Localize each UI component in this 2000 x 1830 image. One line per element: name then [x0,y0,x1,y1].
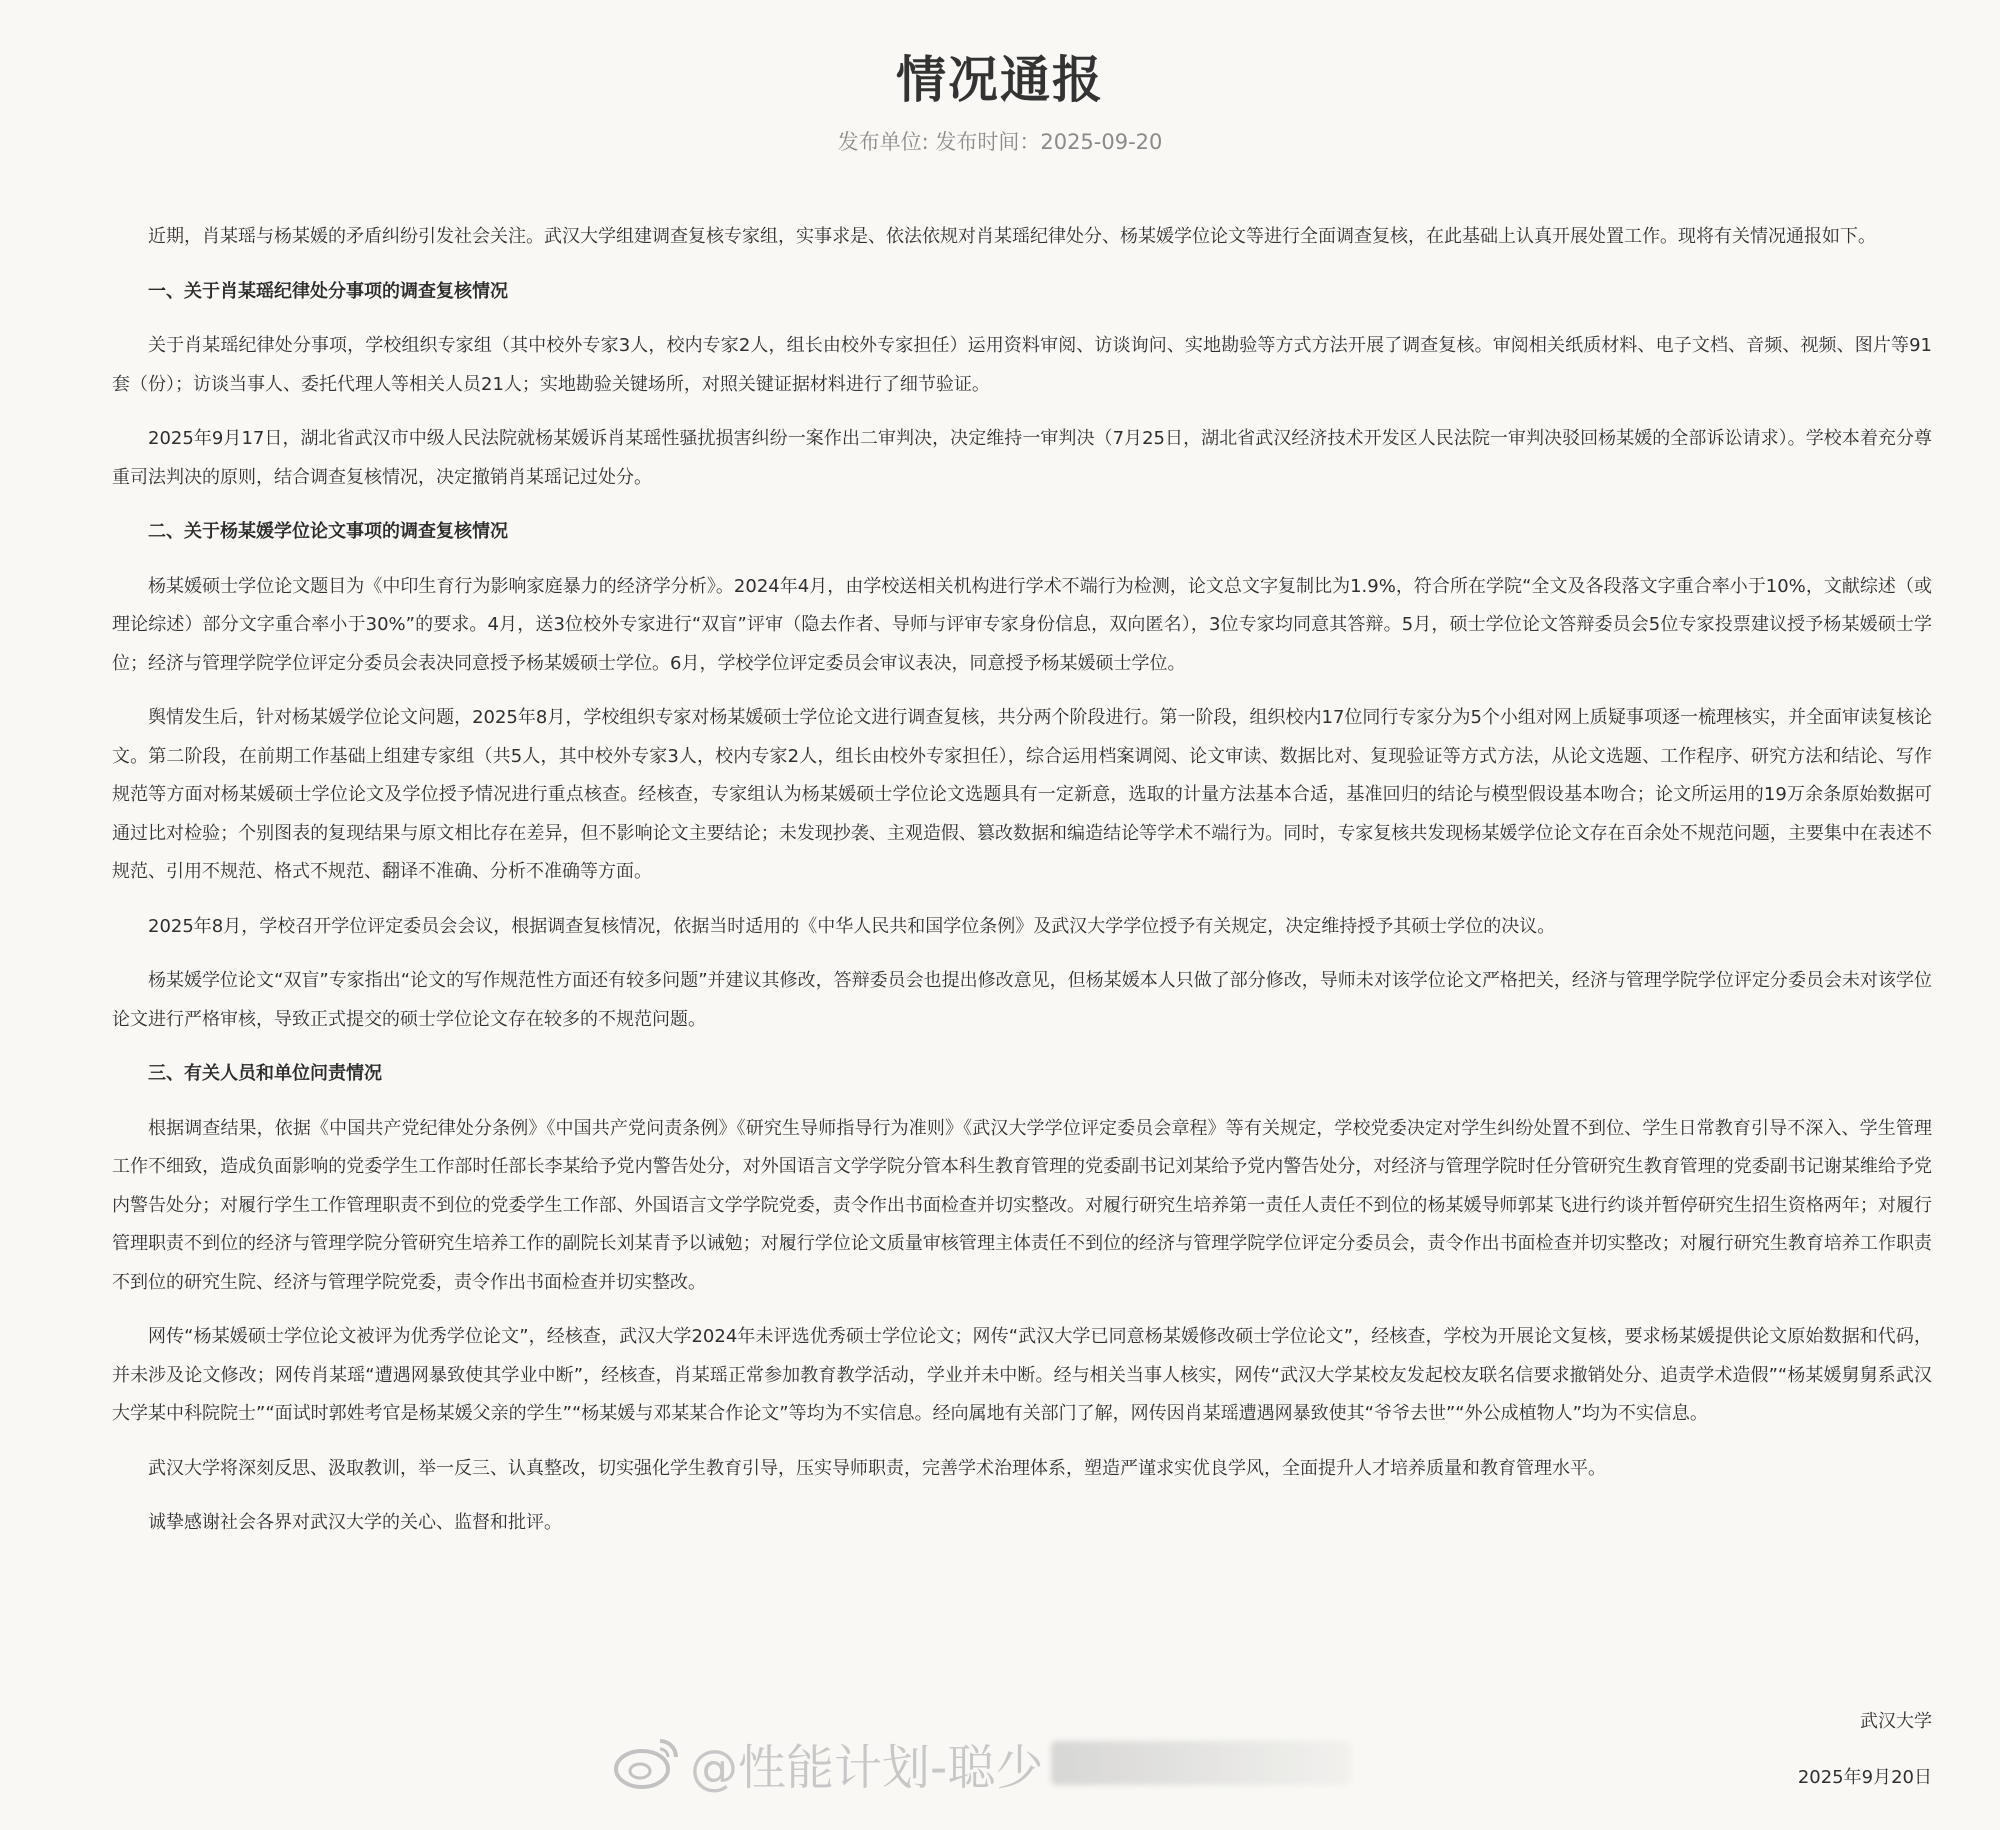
watermark-blur [1051,1741,1351,1785]
watermark-text: @性能计划-聪少 [690,1739,1044,1796]
paragraph: 杨某媛硕士学位论文题目为《中印生育行为影响家庭暴力的经济学分析》。2024年4月，由学校送相关机构进行学术不端行为检测，论文总文字复制比为1.9%，符合所在学院“全文及各段落文字重合率小于10%，文献综述（或理论综述）部分文字重合率小于30%”的要求。4月，送3位校外专家进行“双盲”评审（隐去作者、导师与评审专家身份信息，双向匿名），3位专家均同意其答辩。5月，硕士学位论文答辩委员会5位专家投票建议授予杨某媛硕士学位；经济与管理学院学位评定分委员会表决同意授予杨某媛硕士学位。6月，学校学位评定委员会审议表决，同意授予杨某媛硕士学位。 [112,575,1932,674]
paragraph: 诚挚感谢社会各界对武汉大学的关心、监督和批评。 [148,1512,562,1533]
paragraph: 根据调查结果，依据《中国共产党纪律处分条例》《中国共产党问责条例》《研究生导师指导行为准则》《武汉大学学位评定委员会章程》等有关规定，学校党委决定对学生纠纷处置不到位、学生日常教育引导不深入、学生管理工作不细致，造成负面影响的党委学生工作部时任部长李某给予党内警告处分，对外国语言文学学院分管本科生教育管理的党委副书记刘某给予党内警告处分，对经济与管理学院时任分管研究生教育管理的党委副书记谢某维给予党内警告处分；对履行学生工作管理职责不到位的党委学生工作部、外国语言文学学院党委，责令作出书面检查并切实整改。对履行研究生培养第一责任人责任不到位的杨某媛导师郭某飞进行约谈并暂停研究生招生资格两年；对履行管理职责不到位的经济与管理学院分管研究生培养工作的副院长刘某青予以诫勉；对履行学位论文质量审核管理主体责任不到位的经济与管理学院学位评定分委员会，责令作出书面检查并切实整改；对履行研究生教育培养工作职责不到位的研究生院、经济与管理学院党委，责令作出书面检查并切实整改。 [112,1117,1932,1293]
weibo-logo-icon [612,1733,682,1793]
section-heading-1: 一、关于肖某瑶纪律处分事项的调查复核情况 [148,280,508,302]
section-heading-2: 二、关于杨某媛学位论文事项的调查复核情况 [148,521,508,542]
paragraph: 2025年9月17日，湖北省武汉市中级人民法院就杨某媛诉肖某瑶性骚扰损害纠纷一案作出二审判决，决定维持一审判决（7月25日，湖北省武汉经济技术开发区人民法院一审判决驳回杨某媛的全部诉讼请求）。学校本着充分尊重司法判决的原则，结合调查复核情况，决定撤销肖某瑶记过处分。 [112,428,1932,488]
signature-org: 武汉大学 [1860,1711,1932,1732]
paragraph-intro: 近期，肖某瑶与杨某媛的矛盾纠纷引发社会关注。武汉大学组建调查复核专家组，实事求是、依法依规对肖某瑶纪律处分、杨某媛学位论文等进行全面调查复核，在此基础上认真开展处置工作。现将有关情况通报如下。 [148,226,1876,247]
paragraph: 武汉大学将深刻反思、汲取教训，举一反三、认真整改，切实强化学生教育引导，压实导师职责，完善学术治理体系，塑造严谨求实优良学风，全面提升人才培养质量和教育管理水平。 [148,1457,1606,1479]
paragraph: 杨某媛学位论文“双盲”专家指出“论文的写作规范性方面还有较多问题”并建议其修改，答辩委员会也提出修改意见，但杨某媛本人只做了部分修改，导师未对该学位论文严格把关，经济与管理学院学位评定分委员会未对该学位论文进行严格审核，导致正式提交的硕士学位论文存在较多的不规范问题。 [112,970,1932,1030]
paragraph: 2025年8月，学校召开学位评定委员会会议，根据调查复核情况，依据当时适用的《中华人民共和国学位条例》及武汉大学学位授予有关规定，决定维持授予其硕士学位的决议。 [148,915,1556,937]
signature-date: 2025年9月20日 [1797,1767,1932,1788]
paragraph: 网传“杨某媛硕士学位论文被评为优秀学位论文”，经核查，武汉大学2024年未评选优秀硕士学位论文；网传“武汉大学已同意杨某媛修改硕士学位论文”，经核查，学校为开展论文复核，要求杨某媛提供论文原始数据和代码，并未涉及论文修改；网传肖某瑶“遭遇网暴致使其学业中断”，经核查，肖某瑶正常参加教育教学活动，学业并未中断。经与相关当事人核实，网传“武汉大学某校友发起校友联名信要求撤销处分、追责学术造假”“杨某媛舅舅系武汉大学某中科院院士”“面试时郭姓考官是杨某媛父亲的学生”“杨某媛与邓某某合作论文”等均为不实信息。经向属地有关部门了解，网传因肖某瑶遭遇网暴致使其“爷爷去世”“外公成植物人”均为不实信息。 [112,1326,1932,1424]
paragraph: 舆情发生后，针对杨某媛学位论文问题，2025年8月，学校组织专家对杨某媛硕士学位论文进行调查复核，共分两个阶段进行。第一阶段，组织校内17位同行专家分为5个小组对网上质疑事项逐一梳理核实，并全面审读复核论文。第二阶段，在前期工作基础上组建专家组（共5人，其中校外专家3人，校内专家2人，组长由校外专家担任），综合运用档案调阅、论文审读、数据比对、复现验证等方式方法，从论文选题、工作程序、研究方法和结论、写作规范等方面对杨某媛硕士学位论文及学位授予情况进行重点核查。经核查，专家组认为杨某媛硕士学位论文选题具有一定新意，选取的计量方法基本合适，基准回归的结论与模型假设基本吻合；论文所运用的19万余条原始数据可通过比对检验；个别图表的复现结果与原文相比存在差异，但不影响论文主要结论；未发现抄袭、主观造假、篡改数据和编造结论等学术不端行为。同时，专家复核共发现杨某媛学位论文存在百余处不规范问题，主要集中在表述不规范、引用不规范、格式不规范、翻译不准确、分析不准确等方面。 [112,707,1932,882]
paragraph: 关于肖某瑶纪律处分事项，学校组织专家组（其中校外专家3人，校内专家2人，组长由校外专家担任）运用资料审阅、访谈询问、实地勘验等方式方法开展了调查复核。审阅相关纸质材料、电子文档、音频、视频、图片等91套（份）；访谈当事人、委托代理人等相关人员21人；实地勘验关键场所，对照关键证据材料进行了细节验证。 [112,335,1932,395]
watermark [612,1728,1351,1798]
notice-body [112,218,1932,1559]
page-title: 情况通报 [896,51,1104,109]
section-heading-3: 三、有关人员和单位问责情况 [148,1063,382,1084]
publish-meta: 发布单位: 发布时间：2025-09-20 [837,130,1163,154]
